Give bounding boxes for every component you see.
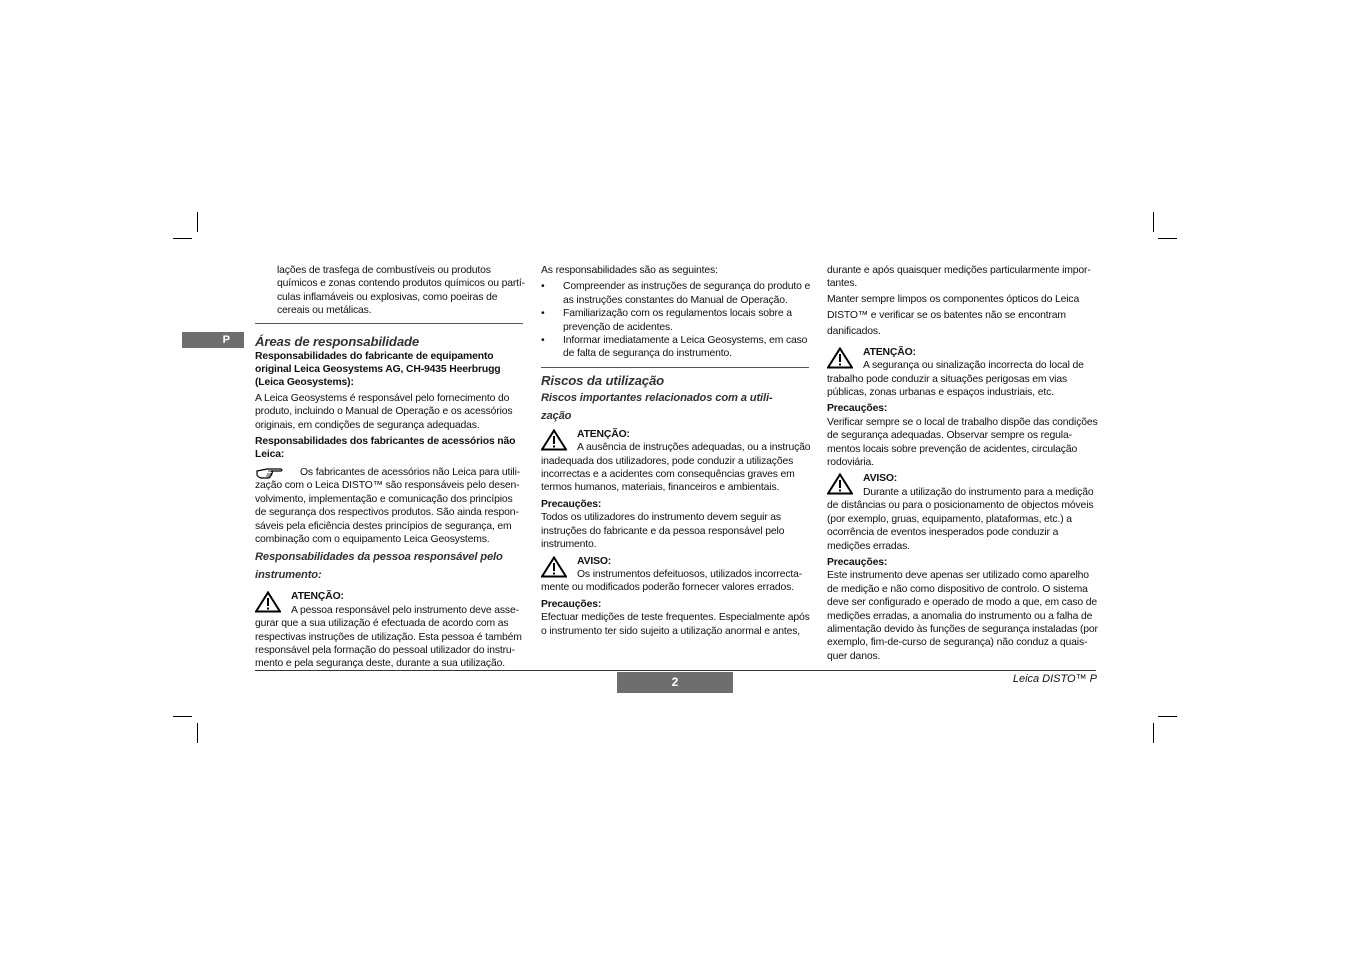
warning-block	[827, 472, 1099, 552]
text-line: A segurança ou sinalização incorrecta do local de	[863, 360, 1084, 372]
text-line: Riscos importantes relacionados com a utili-	[541, 391, 773, 404]
text-line: combinação com o equipamento Leica Geosystems.	[255, 533, 490, 545]
text-line: DISTO™ e verificar se os batentes não se encontram	[827, 309, 1066, 321]
warning-triangle-icon	[541, 429, 567, 451]
text-line: termos humanos, materiais, financeiros e ambientais.	[541, 482, 780, 494]
list-item	[541, 280, 813, 307]
text-line: As responsabilidades são as seguintes:	[541, 265, 718, 276]
text-line: originais, em condições de segurança adequadas.	[255, 419, 480, 431]
text-line: Todos os utilizadores do instrumento devem seguir as	[541, 512, 781, 524]
warning-triangle-icon	[827, 473, 853, 495]
text-line: respectivas instruções de utilização. Esta pessoa é também	[255, 631, 522, 643]
text-line: mente ou modificados poderão fornecer valores errados.	[541, 582, 794, 594]
text-line: volvimento, implementação e comunicação dos princípios	[255, 493, 513, 505]
text-line: lações de trasfega de combustíveis ou produtos	[277, 265, 491, 276]
text-line: alimentação devido às funções de segurança instaladas (por	[827, 623, 1098, 635]
text-line: zação	[541, 409, 572, 422]
page-number: 2	[617, 672, 733, 693]
warning-label: ATENÇÃO:	[291, 591, 344, 603]
text-line: durante e após quaisquer medições particularmente impor-	[827, 265, 1091, 276]
crop-mark	[1158, 238, 1177, 239]
text-line: públicas, zonas urbanas e espaços industriais, etc.	[827, 387, 1054, 399]
text-line: exemplo, fim-de-curso de segurança) não conduz a quais-	[827, 637, 1088, 649]
text-line: de segurança adequadas. Observar sempre os regula-	[827, 430, 1072, 442]
text-line: rodoviária.	[827, 457, 874, 469]
text-line: sáveis pela eficiência destes princípios de segurança, em	[255, 520, 512, 532]
warning-label: ATENÇÃO:	[577, 428, 630, 440]
precautions-label: Precauções:	[541, 598, 602, 610]
column-1	[255, 264, 527, 671]
text-line: trabalho pode conduzir a situações perigosas em vias	[827, 373, 1067, 385]
language-tab: P	[182, 332, 244, 348]
paragraph	[255, 392, 527, 432]
text-line: Responsabilidades dos fabricantes de acessórios não	[255, 436, 516, 448]
text-line: instrumento:	[255, 569, 322, 582]
warning-block	[255, 590, 527, 670]
bullet-dot: •	[541, 335, 545, 347]
text-line: prevenção de acidentes.	[563, 321, 673, 333]
section-heading: Riscos da utilização	[541, 372, 665, 388]
text-line: Efectuar medições de teste frequentes. Especialmente após	[541, 612, 810, 624]
text-line: mentos locais sobre prevenção de acidentes, circulação	[827, 443, 1078, 455]
warning-triangle-icon	[827, 347, 853, 369]
section-heading: Áreas de responsabilidade	[255, 333, 420, 349]
text-line: Responsabilidades do fabricante de equipamento	[255, 350, 494, 362]
text-line: (Leica Geosystems):	[255, 377, 354, 389]
footer-product-name: Leica DISTO™ P	[1012, 673, 1097, 685]
paragraph	[827, 292, 1099, 340]
text-line: de falta de segurança do instrumento.	[563, 348, 732, 360]
column-3	[827, 264, 1099, 663]
text-line: de segurança dos respectivos produtos. São ainda respon-	[255, 507, 519, 519]
bullet-dot: •	[541, 308, 545, 320]
warning-triangle-icon	[255, 591, 281, 613]
precautions-label: Precauções:	[827, 403, 888, 415]
text-line: medições erradas.	[827, 540, 910, 552]
text-line: químicos e zonas contendo produtos químicos ou partí-	[277, 278, 525, 290]
text-line: Familiarização com os regulamentos locais sobre a	[563, 308, 792, 320]
column-2	[541, 264, 813, 638]
precautions-label: Precauções:	[827, 556, 888, 568]
pointing-hand-icon	[255, 466, 285, 484]
note-block	[255, 466, 527, 546]
crop-mark	[1158, 716, 1177, 717]
text-line: incorrectas e a acidentes com consequências graves em	[541, 469, 795, 481]
text-line: A Leica Geosystems é responsável pelo fornecimento do	[255, 392, 510, 404]
text-line: as instruções constantes do Manual de Operação.	[563, 294, 788, 306]
warning-block	[541, 555, 813, 595]
text-line: Informar imediatamente a Leica Geosystems, em caso	[563, 335, 808, 347]
crop-mark	[197, 723, 198, 743]
crop-mark	[1153, 723, 1154, 743]
warning-block	[827, 346, 1099, 400]
warning-label: AVISO:	[577, 555, 612, 567]
text-line: Este instrumento deve apenas ser utilizado como aparelho	[827, 570, 1089, 582]
precautions-label: Precauções:	[541, 498, 602, 510]
text-line: cereais ou metálicas.	[277, 305, 372, 317]
warning-triangle-icon	[541, 556, 567, 578]
warning-label: AVISO:	[863, 473, 898, 485]
text-line: Leica:	[255, 449, 285, 461]
text-line: inadequada dos utilizadores, pode conduzir a utilizações	[541, 455, 794, 467]
text-line: instruções do fabricante e da pessoa responsável pelo	[541, 525, 785, 537]
subheading-italic	[255, 548, 527, 584]
text-line: danificados.	[827, 325, 881, 337]
text-line: de medição e não como dispositivo de controlo. O sistema	[827, 583, 1088, 595]
text-line: Manter sempre limpos os componentes ópticos do Leica	[827, 293, 1080, 305]
text-line: gurar que a sua utilização é efectuada de acordo com as	[255, 618, 509, 630]
text-line: Os fabricantes de acessórios não Leica para utili-	[300, 466, 521, 478]
text-line: deve ser configurado e operado de modo a que, em caso de	[827, 597, 1098, 609]
text-line: Os instrumentos defeituosos, utilizados incorrecta-	[577, 568, 803, 580]
crop-mark	[197, 212, 198, 232]
text-line: mento e pela segurança deste, durante a sua utilização.	[255, 658, 505, 670]
text-line: ocorrência de eventos inesperados pode conduzir a	[827, 527, 1059, 539]
bullet-dot: •	[541, 281, 545, 293]
text-line: quer danos.	[827, 650, 881, 662]
text-line: Verificar sempre se o local de trabalho dispõe das condições	[827, 416, 1098, 428]
warning-block	[541, 428, 813, 495]
text-line: A ausência de instruções adequadas, ou a instrução	[577, 442, 811, 454]
text-line: responsável pela formação do pessoal utilizador do instru-	[255, 644, 515, 656]
text-line: medições erradas, a anomalia do instrumento ou a falha de	[827, 610, 1093, 622]
text-line: de distâncias ou para o posicionamento de objectos móveis	[827, 500, 1094, 512]
subheading-italic	[541, 389, 813, 425]
text-line: instrumento.	[541, 539, 597, 551]
warning-label: ATENÇÃO:	[863, 346, 916, 358]
text-line: original Leica Geosystems AG, CH-9435 Heerbrugg	[255, 364, 501, 376]
text-line: tantes.	[827, 278, 858, 290]
list-item	[541, 307, 813, 334]
text-line: o instrumento ter sido sujeito a utilização anormal e antes,	[541, 625, 800, 637]
text-line: Responsabilidades da pessoa responsável pelo	[255, 551, 503, 564]
text-line: zação com o Leica DISTO™ são responsáveis pelo desen-	[255, 480, 520, 492]
text-line: culas inflamáveis ou explosivas, como poeiras de	[277, 291, 498, 303]
text-line: Durante a utilização do instrumento para a medição	[863, 486, 1094, 498]
subheading	[255, 435, 527, 462]
crop-mark	[173, 716, 192, 717]
text-line: A pessoa responsável pelo instrumento deve asse-	[291, 604, 519, 616]
crop-mark	[173, 238, 192, 239]
list-item	[541, 334, 813, 361]
crop-mark	[1153, 212, 1154, 232]
text-line: (por exemplo, gruas, equipamento, plataformas, etc.) a	[827, 513, 1072, 525]
text-line: Compreender as instruções de segurança do produto e	[563, 281, 811, 293]
text-line: produto, incluindo o Manual de Operação e os acessórios	[255, 406, 513, 418]
subheading	[255, 350, 527, 390]
